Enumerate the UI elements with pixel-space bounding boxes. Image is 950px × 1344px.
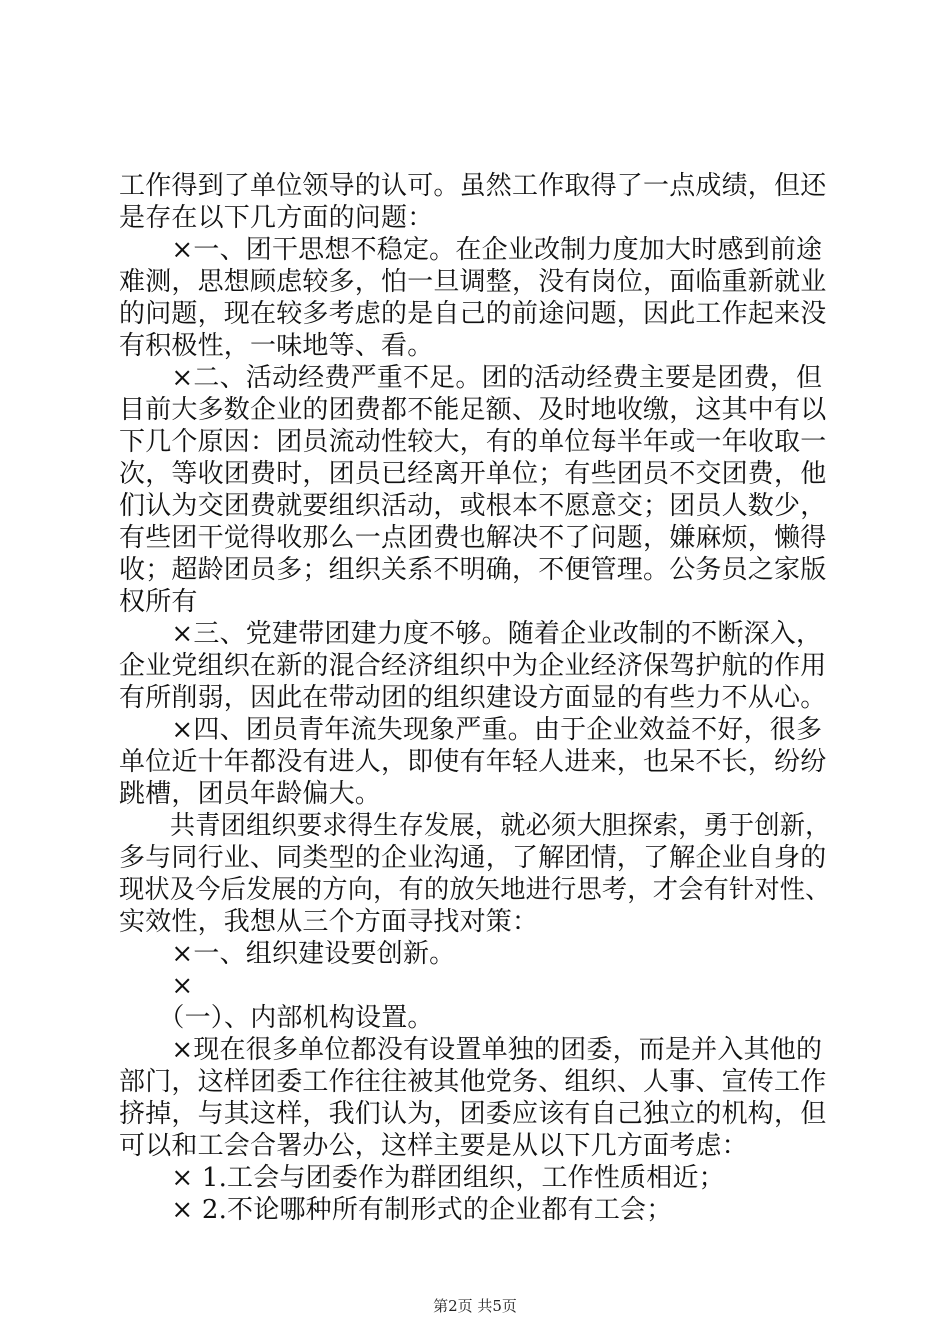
paragraph-line: 目前大多数企业的团费都不能足额、及时地收缴，这其中有以 [119,395,827,425]
paragraph-line: （一）、内部机构设置。 [119,1003,434,1033]
paragraph-line: ×三、党建带团建力度不够。随着企业改制的不断深入， [119,619,823,649]
paragraph-line: 多与同行业、同类型的企业沟通，了解团情，了解企业自身的 [119,843,827,873]
paragraph-line: ×四、团员青年流失现象严重。由于企业效益不好，很多 [119,715,823,745]
paragraph-line: 可以和工会合署办公，这样主要是从以下几方面考虑： [119,1131,748,1161]
paragraph-line: × [119,971,194,1001]
paragraph-line: 跳槽，团员年龄偏大。 [119,779,382,809]
paragraph-line: 有些团干觉得收那么一点团费也解决不了问题，嫌麻烦，懒得 [119,523,827,553]
paragraph-line: 挤掉，与其这样，我们认为，团委应该有自己独立的机构，但 [119,1099,827,1129]
paragraph-line: 企业党组织在新的混合经济组织中为企业经济保驾护航的作用 [119,651,827,681]
paragraph-line: 部门，这样团委工作往往被其他党务、组织、人事、宣传工作 [119,1067,827,1097]
paragraph-line: 实效性，我想从三个方面寻找对策： [119,907,539,937]
paragraph-line: × 1.工会与团委作为群团组织，工作性质相近； [119,1163,725,1193]
paragraph-line: 下几个原因：团员流动性较大，有的单位每半年或一年收取一 [119,427,827,457]
paragraph-line: 是存在以下几方面的问题： [119,203,434,233]
paragraph-line: 收；超龄团员多；组织关系不明确，不便管理。公务员之家版 [119,555,827,585]
paragraph-line: 难测，思想顾虑较多，怕一旦调整，没有岗位，面临重新就业 [119,267,827,297]
paragraph-line: 共青团组织要求得生存发展，就必须大胆探索，勇于创新， [119,811,831,841]
paragraph-line: 单位近十年都没有进人，即使有年轻人进来，也呆不长，纷纷 [119,747,827,777]
paragraph-line: 现状及今后发展的方向，有的放矢地进行思考，才会有针对性、 [119,875,831,905]
paragraph-line: 们认为交团费就要组织活动，或根本不愿意交；团员人数少， [119,491,827,521]
paragraph-line: ×现在很多单位都没有设置单独的团委，而是并入其他的 [119,1035,823,1065]
paragraph-line: ×二、活动经费严重不足。团的活动经费主要是团费，但 [119,363,823,393]
page-number-footer: 第2页 共5页 [433,1297,517,1315]
paragraph-line: 有所削弱，因此在带动团的组织建设方面显的有些力不从心。 [119,683,827,713]
paragraph-line: 的问题，现在较多考虑的是自己的前途问题，因此工作起来没 [119,299,827,329]
paragraph-line: ×一、团干思想不稳定。在企业改制力度加大时感到前途 [119,235,823,265]
paragraph-line: 权所有 [119,587,198,617]
paragraph-line: 有积极性，一味地等、看。 [119,331,434,361]
body-text [119,170,831,1226]
paragraph-line: 次，等收团费时，团员已经离开单位；有些团员不交团费，他 [119,459,827,489]
paragraph-line: 工作得到了单位领导的认可。虽然工作取得了一点成绩，但还 [119,171,827,201]
paragraph-line: ×一、组织建设要创新。 [119,939,456,969]
paragraph-line: × 2.不论哪种所有制形式的企业都有工会； [119,1195,673,1225]
